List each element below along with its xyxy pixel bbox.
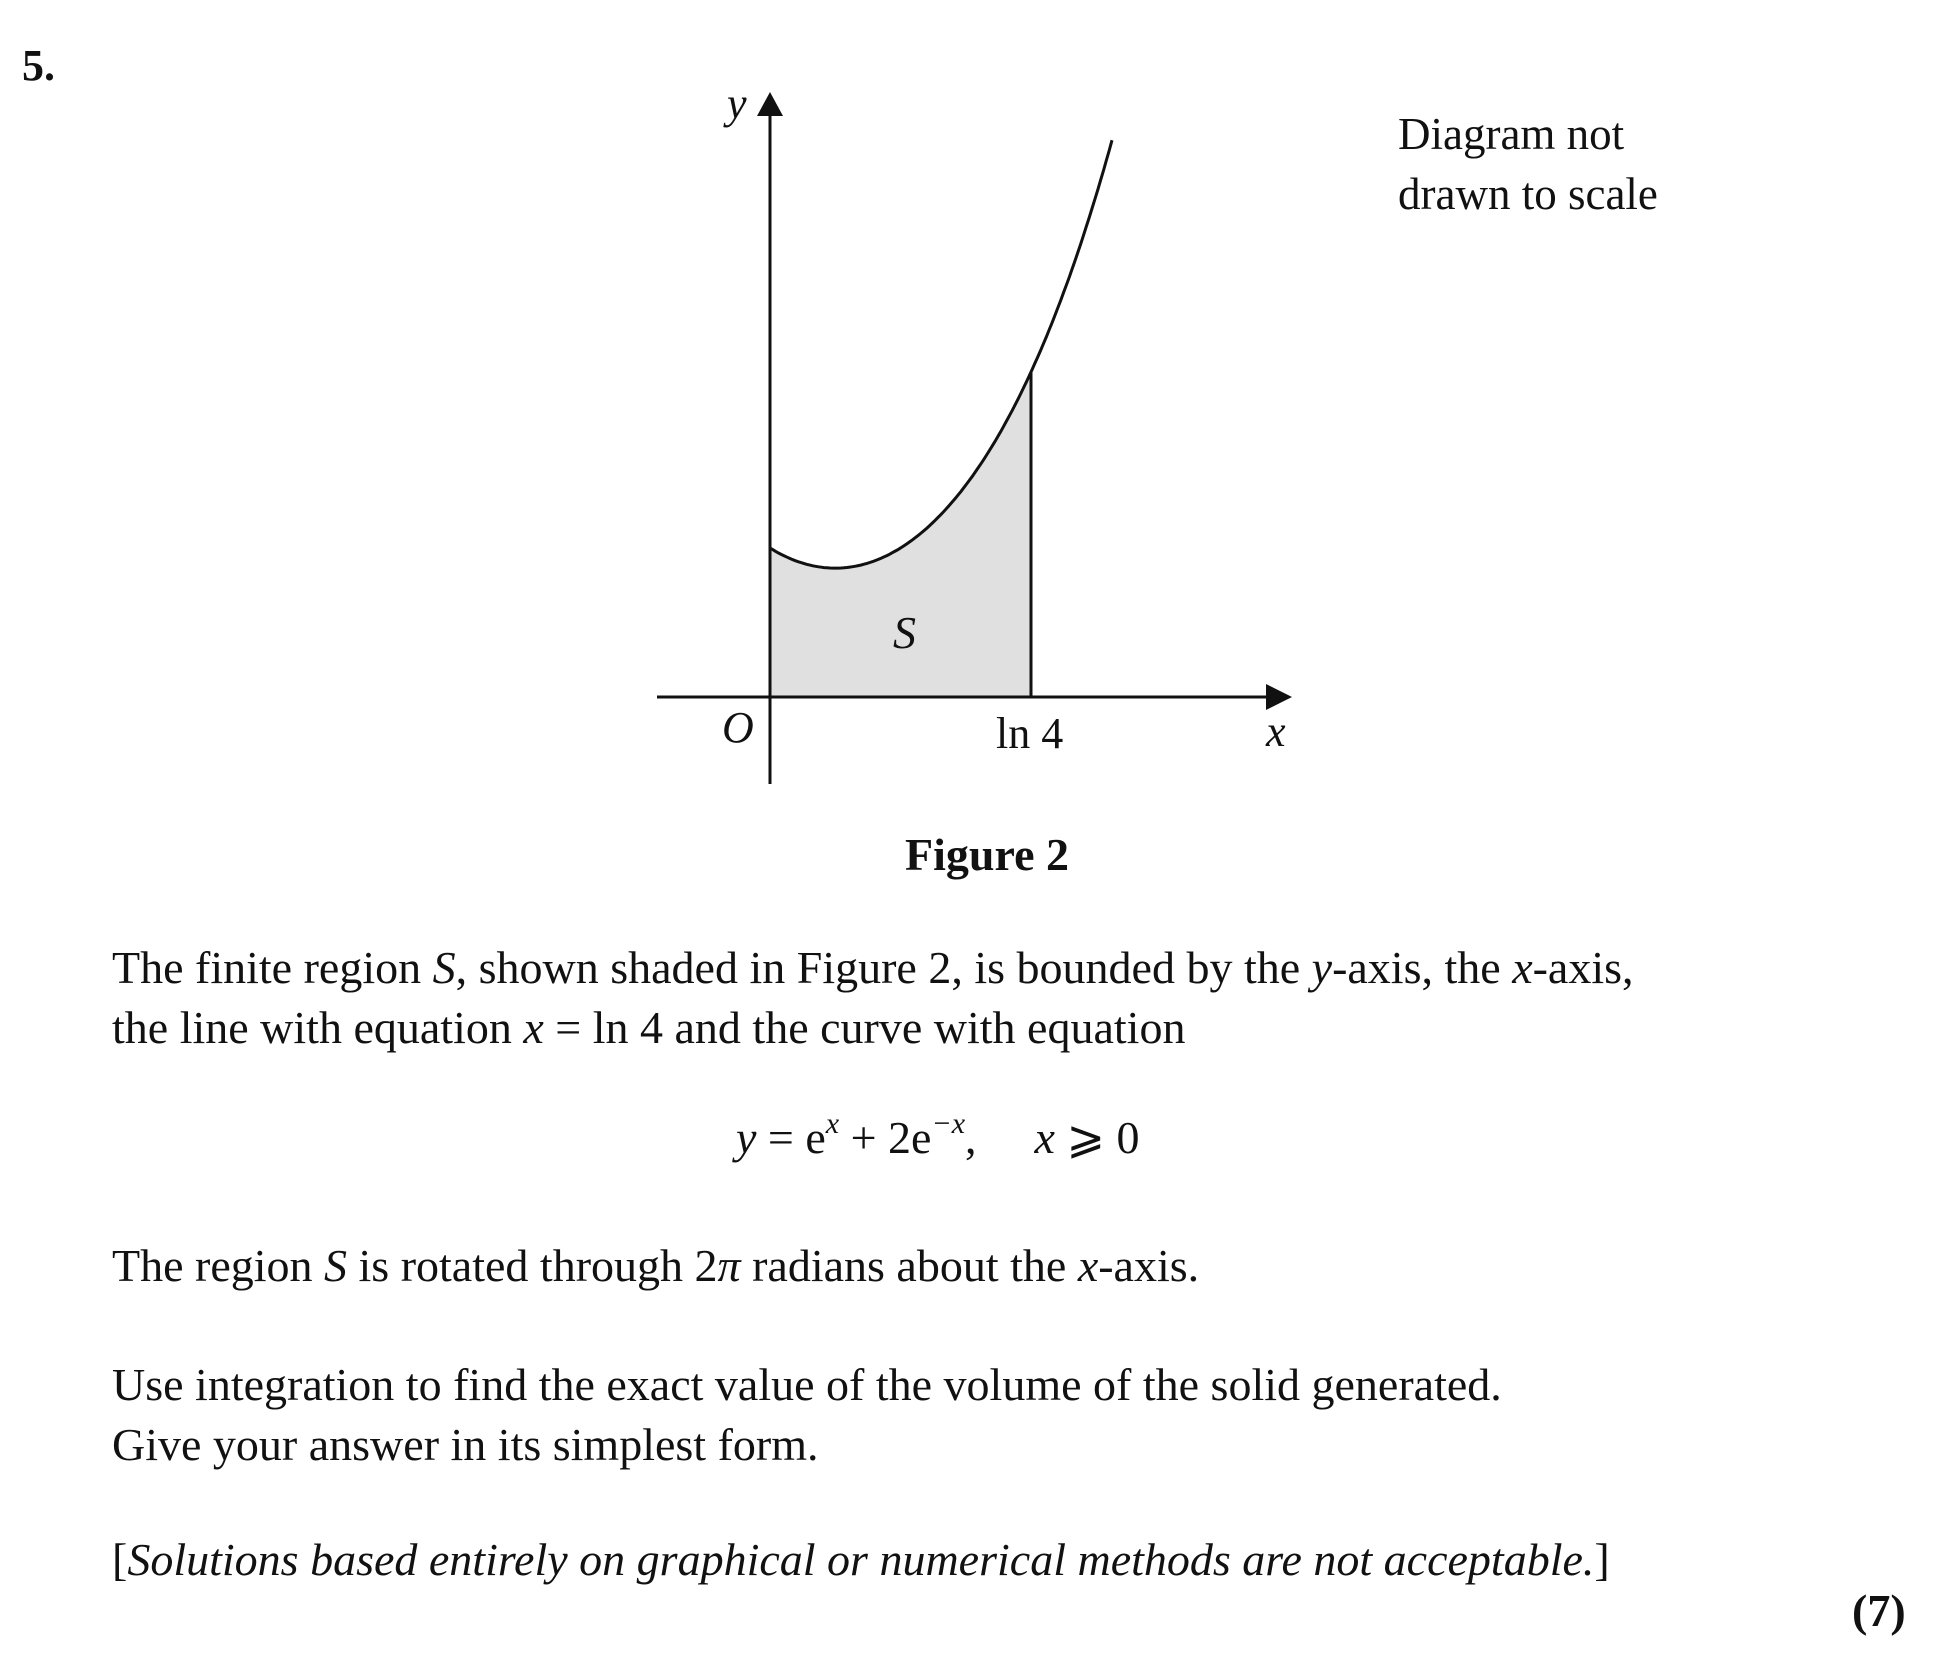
question-number: 5. [22,41,55,90]
y-axis-arrow [757,92,783,116]
figure-caption: Figure 2 [905,829,1069,880]
origin-label: O [722,703,754,752]
instruction-line-2: Give your answer in its simplest form. [112,1419,819,1470]
diagram-note-line-2: drawn to scale [1398,169,1658,219]
curve-y-ex-plus-2e-minus-x [770,140,1112,568]
x-tick-label-ln4: ln 4 [996,709,1064,758]
curve-equation: $y = e^x + 2e^{-x}$, x ⩾ 0 [736,1107,1140,1163]
diagram-note-line-1: Diagram not [1398,109,1625,159]
paragraph-1-line-2: the line with equation x = ln 4 and the curve with equation [112,1002,1186,1053]
paragraph-1-line-1: The finite region S, shown shaded in Figure 2, is bounded by the y-axis, the x-axis, [112,942,1634,993]
marks: (7) [1852,1585,1906,1636]
y-axis-label: y [727,79,747,128]
paragraph-rotation: The region S is rotated through 2π radians about the x-axis. [112,1240,1200,1291]
paragraph-instructions [112,1355,1502,1475]
methods-disclaimer: [Solutions based entirely on graphical or numerical methods are not acceptable.] [112,1534,1610,1585]
instruction-line-1: Use integration to find the exact value of the volume of the solid generated. [112,1359,1502,1410]
paragraph-region-description [112,938,1634,1058]
diagram-note [1398,104,1658,224]
x-axis-label: x [1266,707,1286,756]
region-s-label: S [893,607,916,658]
